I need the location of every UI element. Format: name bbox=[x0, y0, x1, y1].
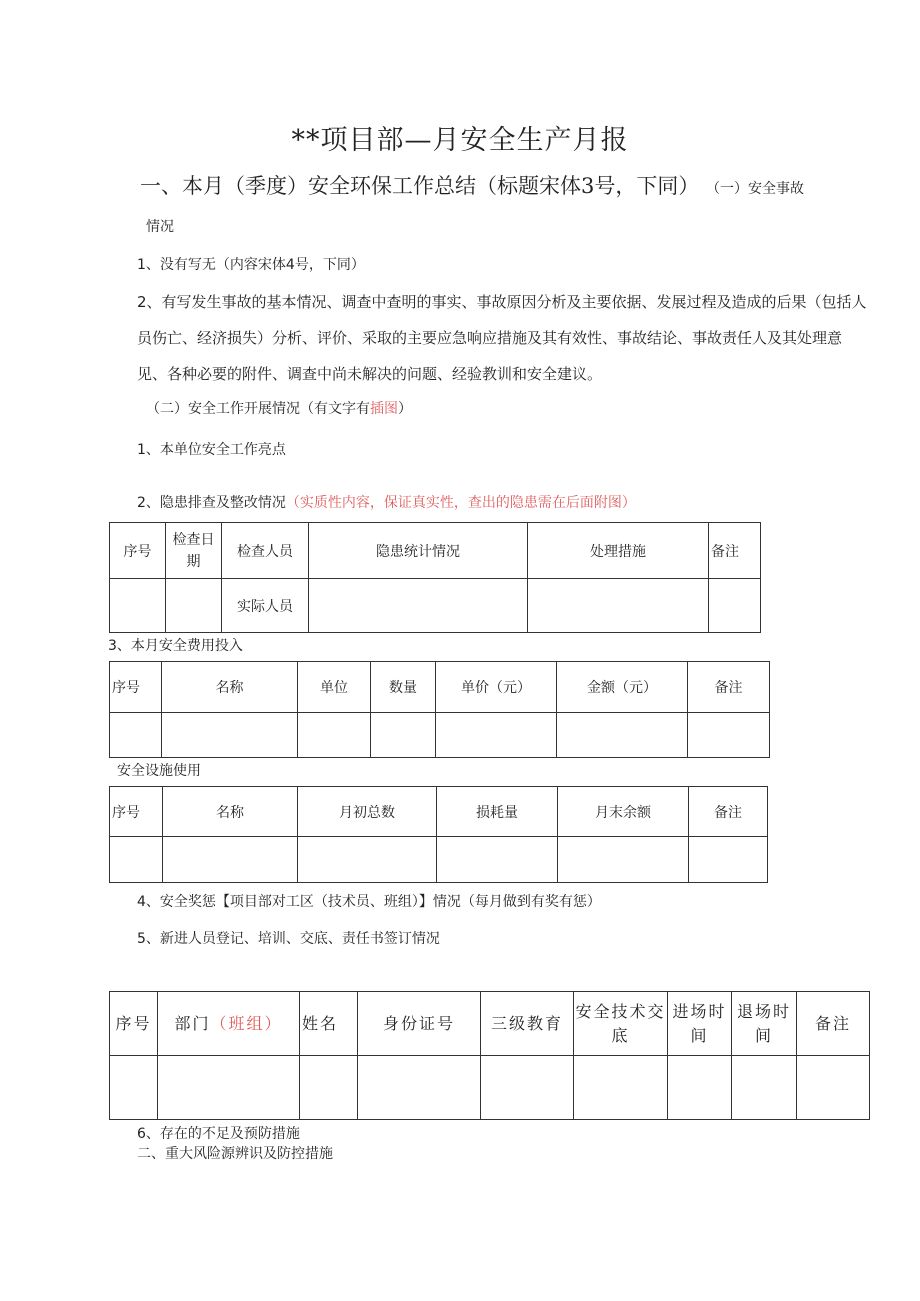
facility-header-cell: 月末余额 bbox=[558, 787, 689, 837]
cost-header-cell: 序号 bbox=[110, 662, 162, 713]
facility-cell bbox=[437, 837, 558, 883]
section1-heading bbox=[140, 170, 804, 200]
cost-header-cell: 单价（元） bbox=[436, 662, 557, 713]
page-title: **项目部—月安全生产月报 bbox=[291, 125, 629, 156]
cost-header-cell: 数量 bbox=[371, 662, 436, 713]
hazard-cell: 实际人员 bbox=[222, 579, 309, 633]
staff-header-cell bbox=[158, 992, 300, 1056]
table-row bbox=[110, 713, 770, 758]
hazard-header-cell: 检查日期 bbox=[166, 523, 222, 579]
hazard-header-cell: 序号 bbox=[110, 523, 166, 579]
item-shortfall-text: 6、存在的不足及预防措施 bbox=[137, 1126, 300, 1142]
staff-cell bbox=[300, 1056, 358, 1120]
facility-cell bbox=[689, 837, 768, 883]
table-row bbox=[110, 1056, 870, 1120]
hazard-cell bbox=[528, 579, 709, 633]
item1-text: 1、没有写无（内容宋体4号，下同） bbox=[137, 257, 365, 273]
facility-header-cell: 损耗量 bbox=[437, 787, 558, 837]
cost-cell bbox=[162, 713, 298, 758]
hazard-cell bbox=[166, 579, 222, 633]
subsection2-end-text: ） bbox=[398, 401, 412, 417]
item-highlight-text: 1、本单位安全工作亮点 bbox=[137, 442, 286, 458]
facility-cell bbox=[110, 837, 163, 883]
staff-cell bbox=[797, 1056, 870, 1120]
staff-cell bbox=[574, 1056, 668, 1120]
staff-header-cell: 进场时间 bbox=[668, 992, 732, 1056]
staff-header-cell: 序号 bbox=[110, 992, 158, 1056]
facility-header-cell: 月初总数 bbox=[298, 787, 437, 837]
table-row bbox=[110, 992, 870, 1056]
cost-cell bbox=[110, 713, 162, 758]
staff-header-cell: 三级教育 bbox=[481, 992, 574, 1056]
cost-cell bbox=[298, 713, 371, 758]
cost-cell bbox=[436, 713, 557, 758]
cost-header-cell: 金额（元） bbox=[557, 662, 688, 713]
section1-heading-text: 一、本月（季度）安全环保工作总结（标题宋体3号，下同） bbox=[140, 174, 700, 198]
table-row bbox=[110, 523, 761, 579]
item-reward-text: 4、安全奖惩【项目部对工区（技术员、班组）】情况（每月做到有奖有惩） bbox=[137, 894, 601, 910]
cost-cell bbox=[688, 713, 770, 758]
table-row bbox=[110, 787, 768, 837]
staff-header-team: （班组） bbox=[210, 1013, 283, 1033]
staff-header-cell: 身份证号 bbox=[358, 992, 481, 1056]
facility-header-cell: 备注 bbox=[689, 787, 768, 837]
subsection2-heading bbox=[146, 398, 412, 418]
facility-table bbox=[109, 786, 768, 883]
staff-cell bbox=[732, 1056, 797, 1120]
item-hazard-heading bbox=[137, 492, 636, 512]
item-hazard-red-text: （实质性内容，保证真实性，查出的隐患需在后面附图） bbox=[285, 495, 636, 511]
facility-label: 安全设施使用 bbox=[117, 763, 201, 779]
cost-cell bbox=[371, 713, 436, 758]
table-row bbox=[110, 579, 761, 633]
cost-header-cell: 单位 bbox=[298, 662, 371, 713]
hazard-cell bbox=[110, 579, 166, 633]
staff-header-cell: 姓名 bbox=[300, 992, 358, 1056]
section2-heading: 二、重大风险源辨识及防控措施 bbox=[137, 1146, 333, 1162]
facility-cell bbox=[163, 837, 298, 883]
cost-header-cell: 名称 bbox=[162, 662, 298, 713]
facility-header-cell: 名称 bbox=[163, 787, 298, 837]
facility-header-cell: 序号 bbox=[110, 787, 163, 837]
item-cost-text: 3、本月安全费用投入 bbox=[108, 638, 243, 654]
staff-cell bbox=[358, 1056, 481, 1120]
subsection2-red-text: 插图 bbox=[370, 401, 398, 417]
hazard-header-cell: 备注 bbox=[709, 523, 761, 579]
item2-text: 2、有写发生事故的基本情况、调查中查明的事实、事故原因分析及主要依据、发展过程及造成的后果（包括人员伤亡、经济损失）分析、评价、采取的主要应急响应措施及其有效性、事故结论、事故责任人及其处理意见、各种必要的附件、调查中尚未解决的问题、经验教训和安全建议。 bbox=[137, 293, 867, 383]
facility-cell bbox=[298, 837, 437, 883]
subsection1-heading: （一）安全事故 bbox=[706, 181, 805, 197]
cost-cell bbox=[557, 713, 688, 758]
hazard-header-cell: 处理措施 bbox=[528, 523, 709, 579]
hazard-header-cell: 检查人员 bbox=[222, 523, 309, 579]
staff-cell bbox=[158, 1056, 300, 1120]
hazard-table bbox=[109, 522, 761, 633]
cost-table bbox=[109, 661, 770, 758]
item-staff-text: 5、新进人员登记、培训、交底、责任书签订情况 bbox=[137, 931, 440, 947]
table-row bbox=[110, 662, 770, 713]
staff-header-cell: 退场时间 bbox=[732, 992, 797, 1056]
subsection1-heading-cont: 情况 bbox=[146, 219, 174, 235]
item-hazard-text: 2、隐患排查及整改情况 bbox=[137, 495, 286, 511]
table-row bbox=[110, 837, 768, 883]
cost-header-cell: 备注 bbox=[688, 662, 770, 713]
hazard-cell bbox=[309, 579, 528, 633]
staff-cell bbox=[668, 1056, 732, 1120]
staff-table bbox=[109, 991, 870, 1120]
staff-header-dept: 部门 bbox=[174, 1013, 211, 1033]
staff-header-cell: 备注 bbox=[797, 992, 870, 1056]
facility-cell bbox=[558, 837, 689, 883]
subsection2-text: （二）安全工作开展情况（有文字有 bbox=[146, 401, 370, 417]
staff-header-cell: 安全技术交底 bbox=[574, 992, 668, 1056]
hazard-header-cell: 隐患统计情况 bbox=[309, 523, 528, 579]
staff-cell bbox=[481, 1056, 574, 1120]
staff-cell bbox=[110, 1056, 158, 1120]
hazard-cell bbox=[709, 579, 761, 633]
